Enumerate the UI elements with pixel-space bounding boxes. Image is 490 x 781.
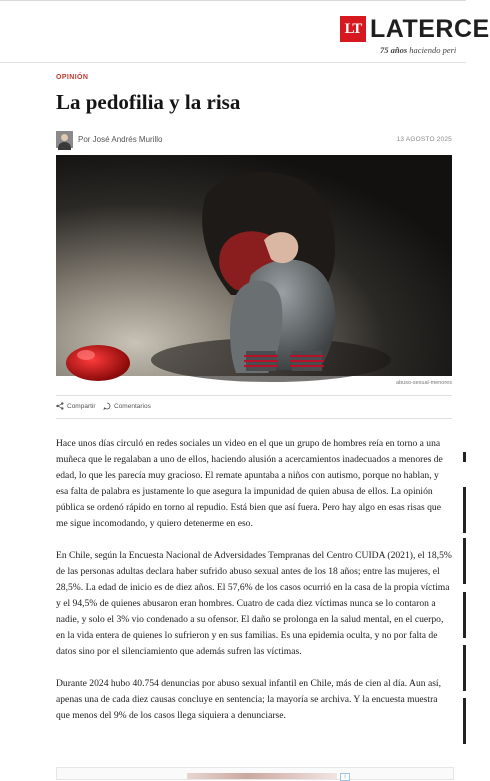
author-byline[interactable]: Por José Andrés Murillo [78, 135, 163, 144]
comments-button[interactable] [103, 402, 151, 410]
comment-icon [103, 402, 111, 410]
ad-image [187, 773, 337, 779]
site-header [0, 1, 490, 63]
tagline-text: haciendo peri [409, 45, 457, 55]
tagline-years: 75 años [380, 45, 408, 55]
share-icon [56, 402, 64, 410]
ad-choices-icon[interactable]: i [340, 773, 350, 781]
author-row [56, 131, 452, 149]
side-panel-edge [463, 452, 466, 752]
share-button[interactable] [56, 402, 96, 410]
logo-wordmark: LATERCE [370, 14, 490, 43]
share-label: Compartir [67, 402, 96, 410]
section-label[interactable]: OPINIÓN [56, 74, 89, 81]
article-paragraph: Durante 2024 hubo 40.754 denuncias por abuso sexual infantil en Chile, más de cien al día. Aun así, apenas una de cada diez causas concluye en sentencia; la mayoría se archiva. Y la encuesta muestra que menos del 9% de los casos llega siquiera a denunciarse. [56, 678, 441, 721]
article-actions [56, 395, 452, 419]
image-caption: abuso-sexual-menores [396, 380, 452, 386]
article-paragraph: Hace unos días circuló en redes sociales un video en el que un grupo de hombres reía en torno a una muñeca que le regalaban a uno de ellos, haciendo alusión a acercamientos inadecuados a menores de edad, lo que les parecía muy gracioso. El remate apuntaba a niños con autismo, porque no hablan, y esa falta de palabra es justamente lo que asegura la impunidad de quien abusa de ellos. La opinión pública se ordenó rápido en torno al repudio. Está bien que así fuera. Pero hay algo en esas risas que me sigue incomodando, y quiero detenerme en eso. [56, 438, 443, 529]
site-tagline [380, 45, 456, 55]
article-title: La pedofilia y la risa [56, 90, 241, 114]
ad-banner[interactable] [56, 767, 454, 780]
author-avatar[interactable] [56, 131, 73, 148]
article-paragraph: En Chile, según la Encuesta Nacional de Adversidades Tempranas del Centro CUIDA (2021), el 18,5% de las personas adultas declara haber sufrido abuso sexual antes de los 18 años; entre las mujeres, el 28,5%. La edad de inicio es de diez años. El 57,6% de los casos ocurrió en la casa de la propia víctima y el 94,5% de quienes abusaron eran hombres. Cuatro de cada diez víctimas nunca se lo contaron a nadie, y solo el 3% vio condenado a su ofensor. El daño se prolonga en la salud mental, en el cuerpo, en la vida entera de quienes lo sufrieron y en sus familias. Es una epidemia oculta, y no por falta de datos sino por el silenciamiento que además sufren las víctimas. [56, 550, 452, 657]
publish-date: 13 AGOSTO 2025 [396, 136, 452, 143]
site-logo[interactable] [340, 16, 490, 42]
comments-label: Comentarios [114, 402, 151, 410]
article-body [56, 436, 452, 740]
logo-badge: LT [340, 16, 366, 42]
article-photo [56, 155, 452, 376]
